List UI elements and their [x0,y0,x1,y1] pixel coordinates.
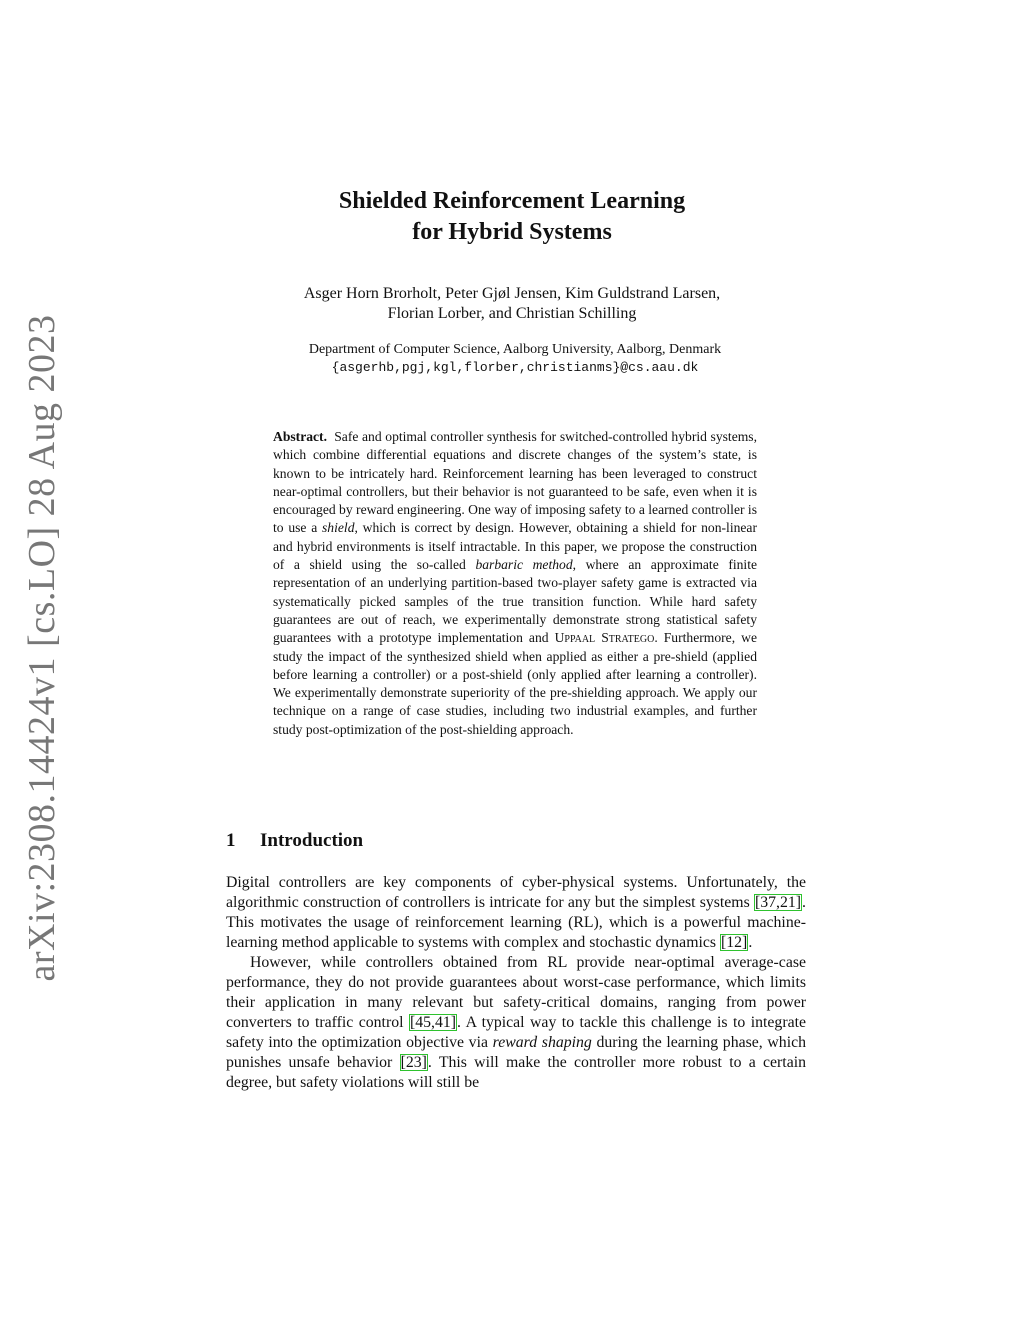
section-number: 1 [226,830,236,851]
paragraph-1 [226,873,806,953]
paragraph-2-text-4: . This will make the controller more robust to a certain degree, but safety violations will still be [226,1054,806,1091]
author-list [0,284,1024,324]
citation-link[interactable]: [12] [720,934,748,951]
paragraph-2 [226,953,806,1093]
authors-line-1: Asger Horn Brorholt, Peter Gjøl Jensen, Kim Guldstrand Larsen, [303,285,721,302]
paragraph-2-text-2: . A typical way to tackle this challenge is to integrate safety into the optimization objective via [226,1014,806,1051]
authors-line-2: Florian Lorber, and Christian Schilling [387,305,637,322]
title-line-1: Shielded Reinforcement Learning [338,188,686,214]
paragraph-1-text-1: Digital controllers are key components of cyber-physical systems. Unfortunately, the algorithmic construction of controllers is intricate for any but the simplest systems [226,874,806,911]
abstract-method-term: barbaric method [475,557,573,573]
section-heading-introduction [226,828,363,854]
paragraph-1-text-3: . [748,934,753,951]
department: Department of Computer Science, Aalborg University, Aalborg, Denmark [308,342,722,357]
paragraph-2-emphasis: reward shaping [492,1034,592,1051]
abstract-tool-name: Uppaal Stratego [554,630,655,646]
abstract-text-1: Safe and optimal controller synthesis for switched-controlled hybrid systems, which combine differential equations and discrete changes of the system’s state, is known to be intricately hard. Reinforcement learning has been leveraged to construct near-optimal controllers, but their behavior is not guaranteed to be safe, even when it is encouraged by reward engineering. One way of imposing safety to a learned controller is to use a [273,429,757,536]
introduction-body [226,873,806,1093]
arxiv-identifier[interactable]: arXiv:2308.14424v1 [cs.LO] 28 Aug 2023 [21,314,63,982]
abstract-text-4: . Furthermore, we study the impact of the synthesized shield when applied as either a pre-shield (applied before learning a controller) or a post-shield (only applied after learning a controller). We experimentally demonstrate superiority of the pre-shielding approach. We apply our technique on a range of case studies, including two industrial examples, and further study post-optimization of the post-shielding approach. [273,630,757,737]
paragraph-2-text-1: However, while controllers obtained from RL provide near-optimal average-case performance, they do not provide guarantees about worst-case performance, which limits their application in many relevant but safety-critical domains, ranging from power converters to traffic control [226,954,806,1031]
abstract [273,428,757,739]
abstract-text-2: , which is correct by design. However, obtaining a shield for non-linear and hybrid environments is itself intractable. In this paper, we propose the construction of a shield using the so-called [273,520,757,573]
citation-link[interactable]: [37,21] [754,894,802,911]
abstract-shield-term: shield [322,520,355,536]
affiliation [0,341,1024,377]
citation-link[interactable]: [45,41] [409,1014,457,1031]
citation-link[interactable]: [23] [400,1054,427,1071]
abstract-label: Abstract. [273,429,327,444]
paper-title [0,186,1024,248]
paragraph-1-text-2: . This motivates the usage of reinforcement learning (RL), which is a powerful machine-learning method applicable to systems with complex and stochastic dynamics [226,894,806,951]
paragraph-2-text-3: during the learning phase, which punishes unsafe behavior [226,1034,806,1071]
author-emails[interactable]: {asgerhb,pgj,kgl,florber,christianms}@cs.aau.dk [331,360,699,375]
title-line-2: for Hybrid Systems [412,219,612,245]
abstract-text-3: , where an approximate finite representation of an underlying partition-based two-player safety game is extracted via systematically picked samples of the true transition function. While hard safety guarantees are out of reach, we experimentally demonstrate strong statistical safety guarantees with a prototype implementation and [273,557,758,646]
section-title: Introduction [260,830,364,851]
